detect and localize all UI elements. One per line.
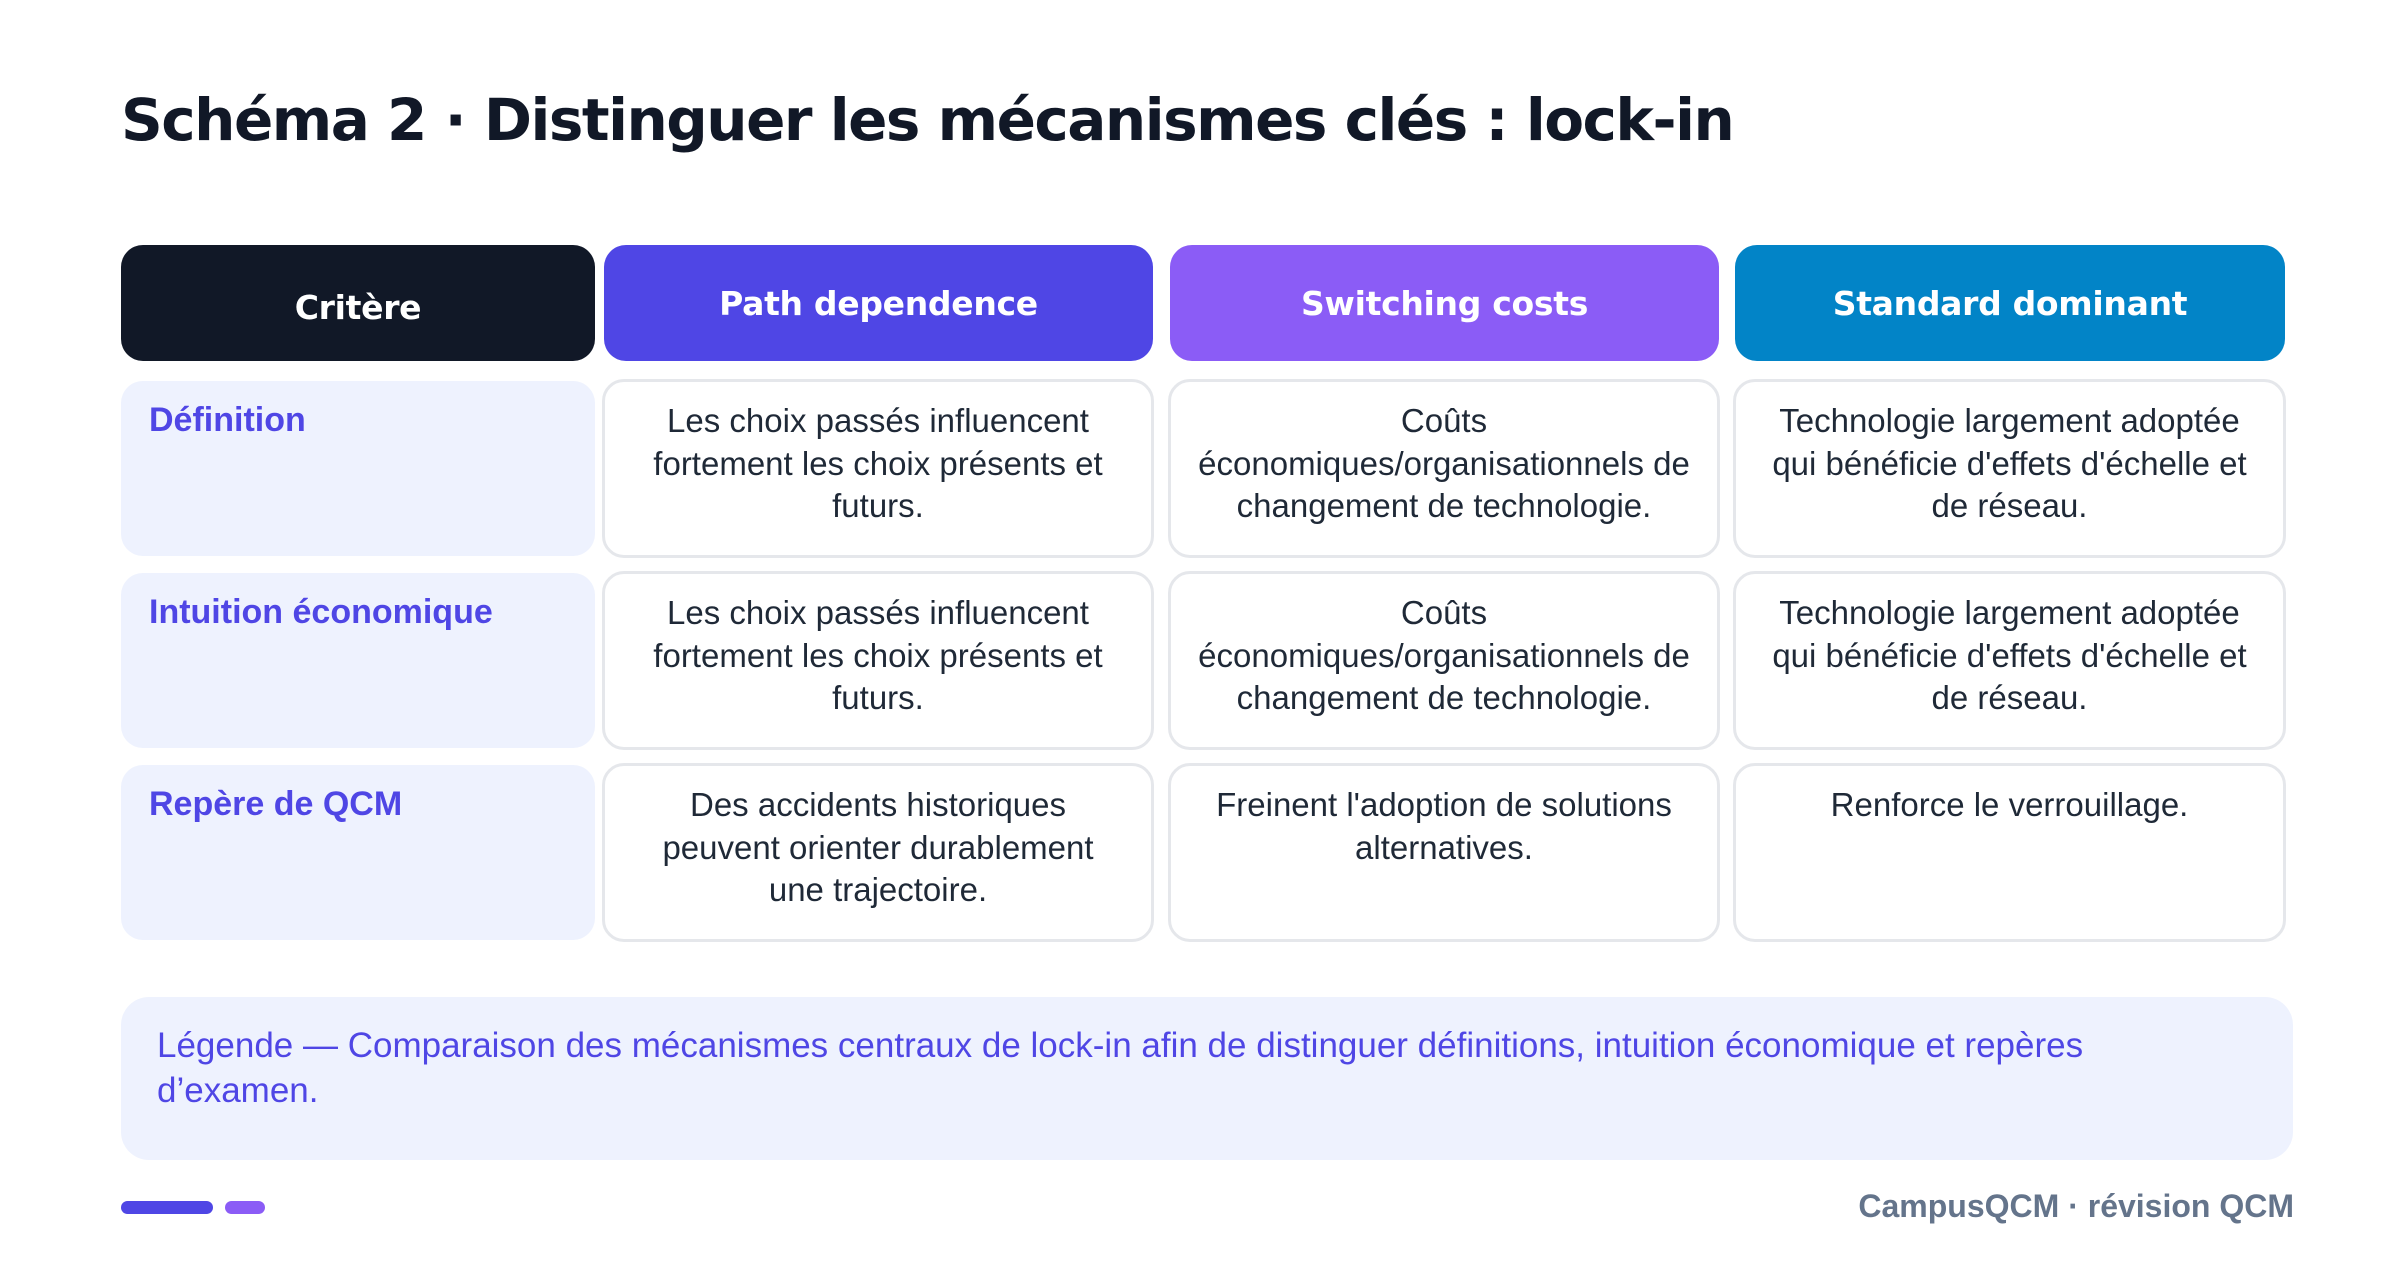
header-criteria-label: Critère (294, 287, 422, 327)
header-switching-costs-label: Switching costs (1300, 283, 1589, 323)
decorative-pill-short (225, 1201, 265, 1214)
row-criterion-intuition (121, 573, 595, 748)
cell-definition-path-dependence: Les choix passés influencent fortement les choix présents et futurs. (602, 379, 1154, 558)
header-standard-dominant-label: Standard dominant (1832, 283, 2188, 323)
footer-brand: CampusQCM · révision QCM (1858, 1188, 2294, 1224)
header-criteria (121, 245, 595, 361)
row-criterion-qcm (121, 765, 595, 940)
cell-definition-standard-dominant: Technologie largement adoptée qui bénéficie d'effets d'échelle et de réseau. (1733, 379, 2286, 558)
decorative-pill-long (121, 1201, 213, 1214)
header-path-dependence (604, 245, 1153, 361)
cell-definition-switching-costs: Coûts économiques/organisationnels de changement de technologie. (1168, 379, 1720, 558)
header-path-dependence-label: Path dependence (719, 283, 1038, 323)
header-switching-costs (1170, 245, 1719, 361)
criterion-label: Intuition économique (149, 593, 493, 631)
cell-intuition-switching-costs: Coûts économiques/organisationnels de changement de technologie. (1168, 571, 1720, 750)
legend-box (121, 997, 2293, 1160)
cell-qcm-standard-dominant: Renforce le verrouillage. (1733, 763, 2286, 942)
page-title: Schéma 2 · Distinguer les mécanismes clés : lock-in (121, 86, 1734, 154)
row-criterion-definition (121, 381, 595, 556)
cell-intuition-standard-dominant: Technologie largement adoptée qui bénéficie d'effets d'échelle et de réseau. (1733, 571, 2286, 750)
header-standard-dominant (1735, 245, 2285, 361)
criterion-label: Repère de QCM (149, 785, 403, 823)
cell-qcm-path-dependence: Des accidents historiques peuvent orienter durablement une trajectoire. (602, 763, 1154, 942)
legend-text: Légende — Comparaison des mécanismes centraux de lock-in afin de distinguer définitions, intuition économique et repères d’examen. (157, 1026, 2084, 1110)
cell-intuition-path-dependence: Les choix passés influencent fortement les choix présents et futurs. (602, 571, 1154, 750)
cell-qcm-switching-costs: Freinent l'adoption de solutions alternatives. (1168, 763, 1720, 942)
criterion-label: Définition (149, 401, 306, 439)
